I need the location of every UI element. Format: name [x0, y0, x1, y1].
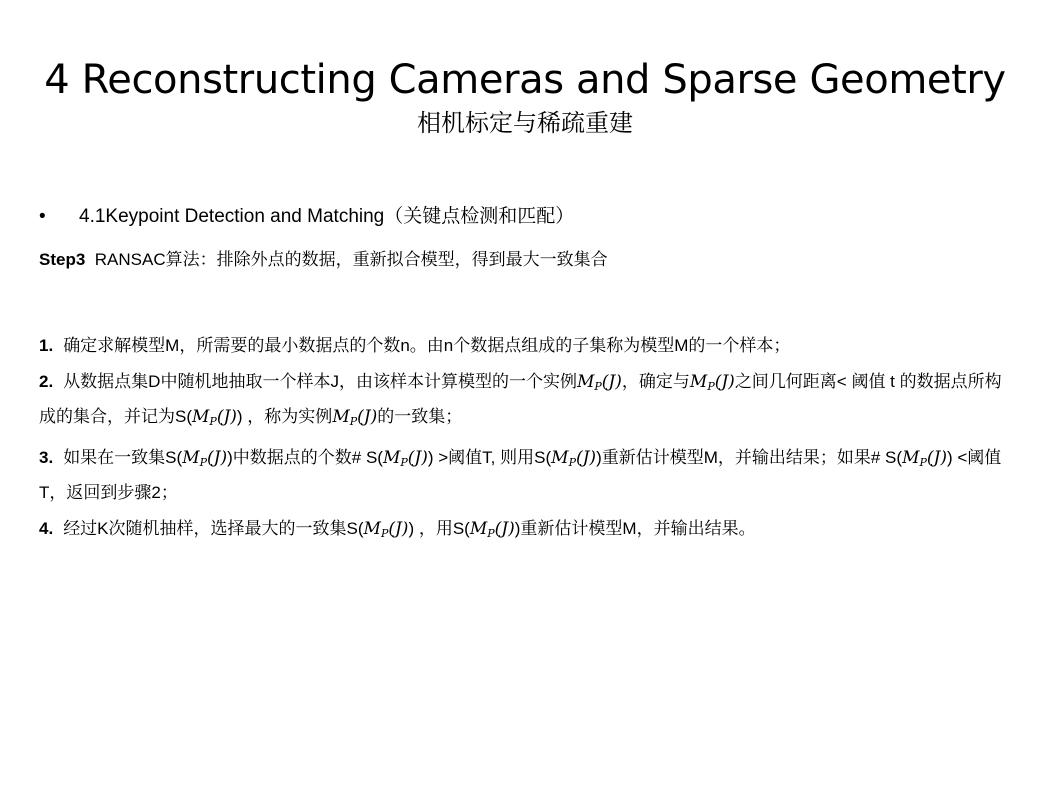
item-text: ) >阈值T, 则用S(: [427, 448, 552, 467]
slide-title: 4 Reconstructing Cameras and Sparse Geometry: [44, 57, 1006, 103]
item-text: )重新估计模型M，并输出结果。: [514, 519, 756, 538]
step-heading: [39, 246, 608, 274]
item-number: 2.: [39, 372, 54, 391]
item-text: 的一致集；: [377, 407, 463, 426]
formula-mp-j: $M_P(J)$: [192, 407, 237, 428]
formula-mp-j: $M_P(J)$: [469, 519, 515, 540]
list-item: [39, 443, 1014, 508]
bullet-text: 4.1Keypoint Detection and Matching（关键点检测和匹配）: [79, 206, 575, 227]
item-text: ) ，用S(: [408, 519, 470, 538]
item-text: 经过K次随机抽样，选择最大的一致集S(: [63, 519, 364, 538]
list-item: [39, 514, 1014, 549]
slide-subtitle: 相机标定与稀疏重建: [417, 109, 633, 137]
formula-mp-j: $M_P(J)$: [551, 448, 597, 469]
item-text: 确定求解模型M，所需要的最小数据点的个数n。由n个数据点组成的子集称为模型M的一个样本；: [63, 336, 791, 355]
list-item: [39, 331, 1014, 361]
item-text: 之间几何距离< 阈值 t 的数据点所构成的集合，并记为S(: [39, 372, 1002, 426]
item-number: 4.: [39, 519, 54, 538]
item-text: ) <阈值T，返回到步骤2；: [39, 448, 1002, 502]
item-text: 如果在一致集S(: [63, 448, 183, 467]
formula-mp-j: $M_P(J)$: [689, 372, 735, 393]
item-number: 1.: [39, 336, 54, 355]
formula-mp-j: $M_P(J)$: [382, 448, 428, 469]
item-text: ，确定与: [621, 372, 690, 391]
formula-mp-j: $M_P(J)$: [576, 372, 622, 393]
item-text: )重新估计模型M，并输出结果；如果# S(: [596, 448, 903, 467]
item-text: ) ，称为实例: [236, 407, 333, 426]
step-label: Step3: [39, 250, 86, 269]
numbered-list: [39, 331, 1014, 555]
bullet-item: [39, 203, 574, 231]
formula-mp-j: $M_P(J)$: [332, 407, 378, 428]
formula-mp-j: $M_P(J)$: [902, 448, 947, 469]
item-text: )中数据点的个数# S(: [227, 448, 383, 467]
item-number: 3.: [39, 448, 54, 467]
step-text: RANSAC算法：排除外点的数据，重新拟合模型，得到最大一致集合: [94, 250, 608, 269]
list-item: [39, 367, 1014, 437]
formula-mp-j: $M_P(J)$: [363, 519, 409, 540]
bullet-marker: •: [39, 206, 46, 227]
item-text: 从数据点集D中随机地抽取一个样本J，由该样本计算模型的一个实例: [63, 372, 577, 391]
formula-mp-j: $M_P(J)$: [182, 448, 228, 469]
